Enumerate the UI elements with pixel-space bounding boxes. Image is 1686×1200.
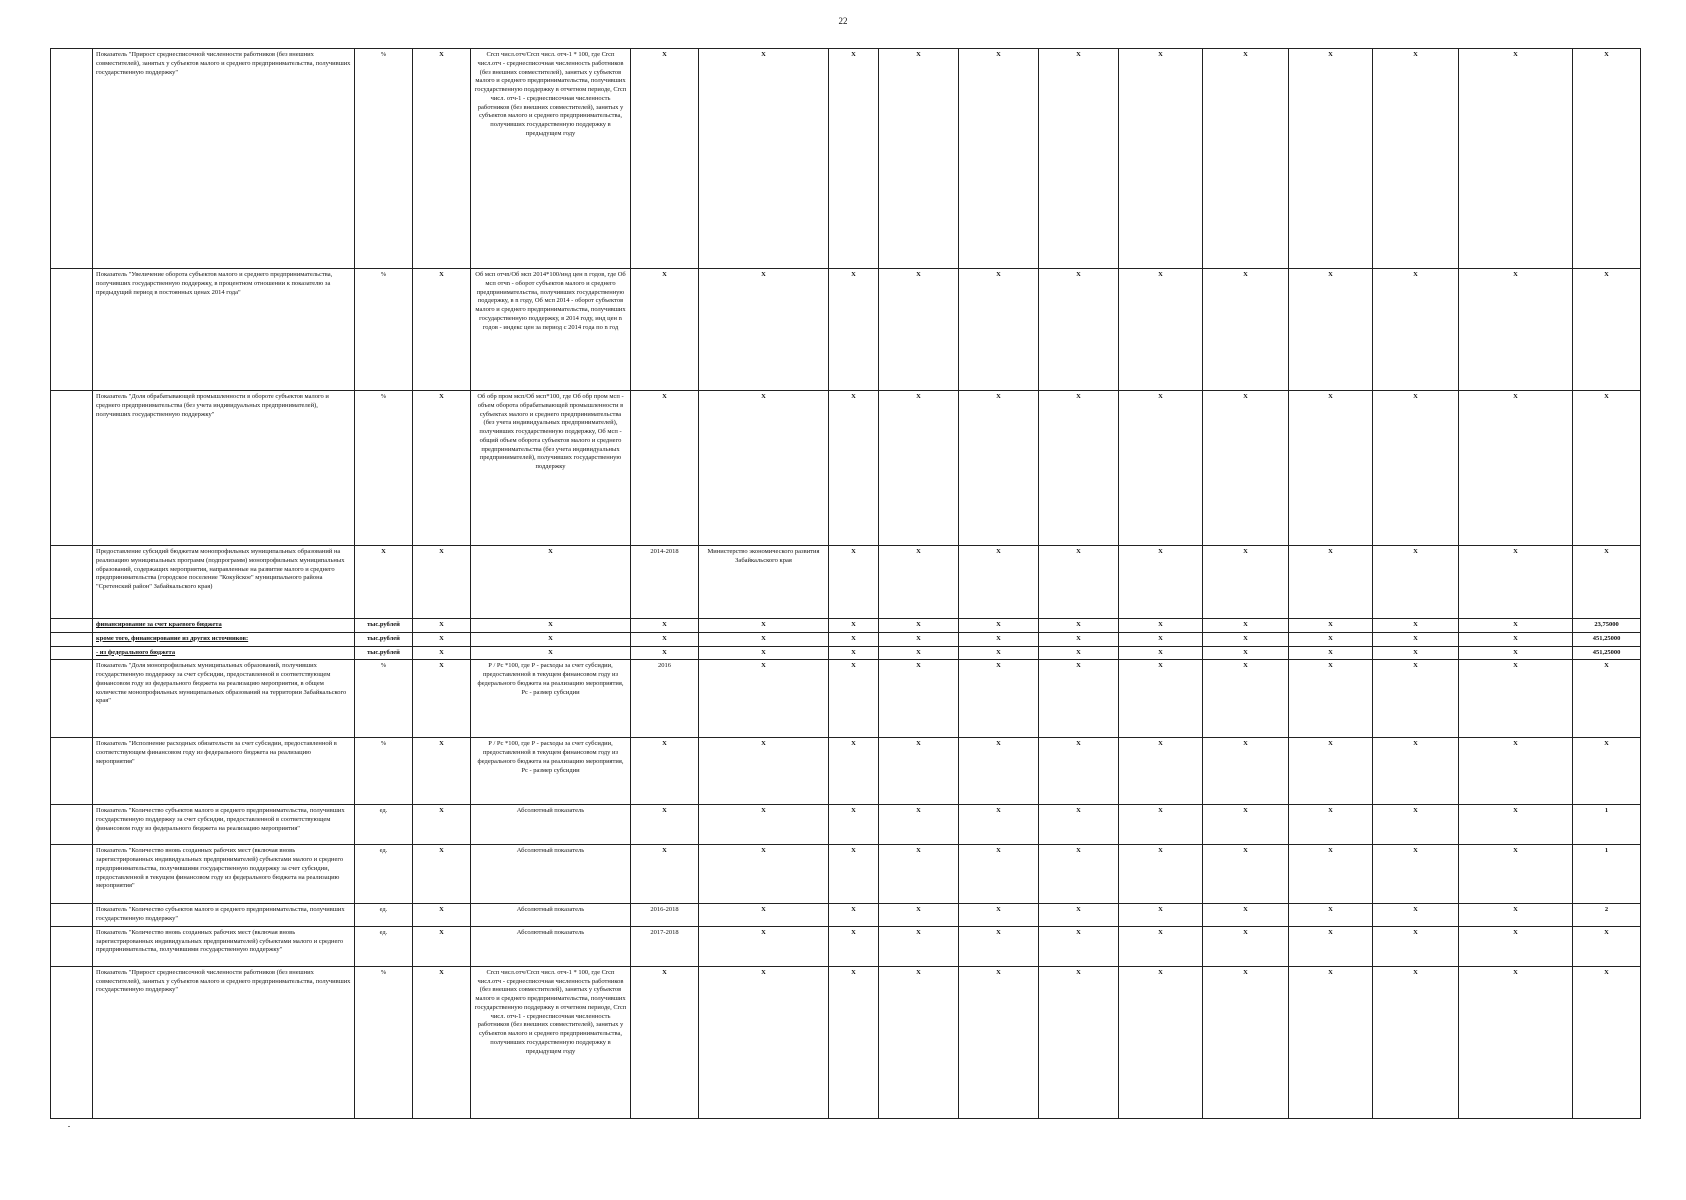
table-cell: X [1459, 632, 1573, 646]
table-cell: X [1573, 49, 1641, 269]
row-description-cell: Показатель "Прирост среднесписочной численности работников (без внешних совместителей), занятых у субъектов малого и среднего предпринимательства, получивших государственную поддержку" [93, 49, 355, 269]
table-cell: X [829, 660, 879, 738]
table-cell: Сrсп числ.отч/Сrсп числ. отч-1 * 100, где Сrсп числ.отч - среднесписочная численность работников (без внешних совместителей), занятых у субъектов малого и среднего предпринимательства, получивших государственную поддержку в отчетном периоде, Сrсп числ. отч-1 - среднесписочная численность работников (без внешних совместителей), занятых у субъектов малого и среднего предпринимательства, получивших государственную поддержку в предыдущем году [471, 966, 631, 1118]
table-row [51, 546, 1641, 619]
table-cell: X [1373, 49, 1459, 269]
table-cell: X [413, 845, 471, 904]
table-cell: X [1373, 805, 1459, 845]
table-cell: X [631, 845, 699, 904]
table-cell: X [879, 966, 959, 1118]
table-cell: X [829, 845, 879, 904]
table-cell: X [959, 926, 1039, 966]
table-cell: X [413, 904, 471, 927]
table-cell: X [413, 546, 471, 619]
table-cell: X [829, 805, 879, 845]
table-cell: X [1373, 619, 1459, 633]
table-cell: X [829, 49, 879, 269]
table-cell: ед. [355, 926, 413, 966]
table-row [51, 49, 1641, 269]
table-cell: X [1289, 646, 1373, 660]
table-cell: X [879, 49, 959, 269]
table-cell: X [1119, 904, 1203, 927]
table-cell: X [879, 646, 959, 660]
table-cell: X [1459, 904, 1573, 927]
table-cell: X [1119, 49, 1203, 269]
table-cell: X [1039, 619, 1119, 633]
table-cell: 2 [1573, 904, 1641, 927]
table-cell: X [1289, 619, 1373, 633]
table-cell: X [699, 391, 829, 546]
table-cell: X [1119, 845, 1203, 904]
table-cell: % [355, 49, 413, 269]
table-cell: X [1373, 926, 1459, 966]
table-cell: X [1289, 546, 1373, 619]
table-cell: X [631, 738, 699, 805]
table-cell: X [631, 391, 699, 546]
table-cell: X [959, 619, 1039, 633]
table-cell: X [959, 904, 1039, 927]
row-description-cell: Показатель "Исполнение расходных обязательств за счет субсидии, предоставленной в соответствующем финансовом году из федерального бюджета на реализацию мероприятия" [93, 738, 355, 805]
table-cell [51, 391, 93, 546]
table-row [51, 632, 1641, 646]
table-cell: Об мсп отчn/Об мсп 2014*100/инд цен n годов, где Об мсп отчn - оборот субъектов малого и среднего предпринимательства, получивших государственную поддержку, в n году, Об мсп 2014 - оборот субъектов малого и среднего предпринимательства, получивших государственную поддержку, в 2014 году, инд цен n годов - индекс цен за период с 2014 года по n год [471, 269, 631, 391]
table-cell [51, 49, 93, 269]
table-cell: X [1459, 269, 1573, 391]
table-cell: X [1119, 926, 1203, 966]
table-cell: X [699, 904, 829, 927]
table-cell: X [1573, 926, 1641, 966]
table-cell: X [699, 805, 829, 845]
table-cell: X [1119, 632, 1203, 646]
table-cell: X [1039, 546, 1119, 619]
row-description-cell: Показатель "Количество вновь созданных рабочих мест (включая вновь зарегистрированных индивидуальных предпринимателей) субъектами малого и среднего предпринимательства, получившими государственную поддержку" [93, 926, 355, 966]
table-cell: X [699, 660, 829, 738]
table-cell: X [1459, 546, 1573, 619]
table-cell: X [1039, 738, 1119, 805]
table-cell: тыс.рублей [355, 619, 413, 633]
table-cell: Р / Рс *100, где Р - расходы за счет субсидии, предоставленной в текущем финансовом году из федерального бюджета на реализацию мероприятия, Рс - размер субсидии [471, 660, 631, 738]
table-cell: X [1373, 904, 1459, 927]
table-row [51, 966, 1641, 1118]
table-cell: X [1203, 619, 1289, 633]
table-cell: Р / Рс *100, где Р - расходы за счет субсидии, предоставленной в текущем финансовом году из федерального бюджета на реализацию мероприятия, Рс - размер субсидии [471, 738, 631, 805]
table-cell: X [471, 646, 631, 660]
table-cell: X [413, 926, 471, 966]
row-description-cell: Показатель "Увеличение оборота субъектов малого и среднего предпринимательства, получивших государственную поддержку, в процентном отношении к показателю за предыдущий период в постоянных ценах 2014 года" [93, 269, 355, 391]
table-cell: Абсолютный показатель [471, 926, 631, 966]
table-cell: 2016-2018 [631, 904, 699, 927]
table-cell: X [1289, 966, 1373, 1118]
table-cell: X [699, 646, 829, 660]
table-row [51, 646, 1641, 660]
table-cell: тыс.рублей [355, 632, 413, 646]
table-cell: 2014-2018 [631, 546, 699, 619]
table-cell: 23,75000 [1573, 619, 1641, 633]
table-cell: 2017-2018 [631, 926, 699, 966]
table-cell: X [699, 632, 829, 646]
table-cell: X [1039, 660, 1119, 738]
table-cell: X [1289, 269, 1373, 391]
table-cell [51, 904, 93, 927]
row-description-cell: Показатель "Количество субъектов малого и среднего предпринимательства, получивших государственную поддержку за счет субсидии, предоставленной в соответствующем финансовом году из федерального бюджета на реализацию мероприятия" [93, 805, 355, 845]
table-row [51, 805, 1641, 845]
table-cell: X [959, 845, 1039, 904]
table-cell: X [1289, 926, 1373, 966]
table-cell: X [1039, 805, 1119, 845]
table-cell: Абсолютный показатель [471, 845, 631, 904]
table-cell: X [959, 49, 1039, 269]
table-cell: % [355, 660, 413, 738]
table-cell: X [413, 805, 471, 845]
table-cell: X [1119, 805, 1203, 845]
table-cell: X [1573, 269, 1641, 391]
table-cell: X [829, 546, 879, 619]
table-cell: X [1203, 269, 1289, 391]
table-row [51, 738, 1641, 805]
row-description-cell: Показатель "Прирост среднесписочной численности работников (без внешних совместителей), занятых у субъектов малого и среднего предпринимательства, получивших государственную поддержку" [93, 966, 355, 1118]
row-description-cell: Показатель "Количество субъектов малого и среднего предпринимательства, получивших государственную поддержку" [93, 904, 355, 927]
table-row [51, 619, 1641, 633]
table-cell: X [1289, 632, 1373, 646]
table-cell: X [1373, 966, 1459, 1118]
table-cell: X [959, 805, 1039, 845]
table-cell: X [829, 269, 879, 391]
table-cell: X [1203, 646, 1289, 660]
table-cell: X [699, 845, 829, 904]
table-cell: X [699, 269, 829, 391]
table-cell: X [1373, 660, 1459, 738]
table-cell: X [1373, 632, 1459, 646]
table-cell: X [829, 391, 879, 546]
program-table [50, 48, 1641, 1119]
table-cell: X [879, 805, 959, 845]
table-cell: X [879, 546, 959, 619]
table-cell: X [1039, 926, 1119, 966]
table-cell: X [631, 49, 699, 269]
table-cell: X [829, 632, 879, 646]
table-cell: X [699, 738, 829, 805]
table-cell: X [1039, 49, 1119, 269]
table-cell: X [1039, 269, 1119, 391]
table-cell: X [879, 926, 959, 966]
table-cell: X [1459, 49, 1573, 269]
table-cell: X [1373, 738, 1459, 805]
table-cell: X [1039, 391, 1119, 546]
table-cell: X [413, 738, 471, 805]
table-cell: X [413, 660, 471, 738]
table-cell: X [879, 845, 959, 904]
table-cell [51, 738, 93, 805]
table-row [51, 926, 1641, 966]
table-cell [51, 546, 93, 619]
table-cell: ед. [355, 805, 413, 845]
table-cell: X [1203, 546, 1289, 619]
table-cell: X [1289, 660, 1373, 738]
table-cell: X [879, 660, 959, 738]
table-cell: X [699, 966, 829, 1118]
table-cell: X [699, 926, 829, 966]
table-cell: 451,25000 [1573, 646, 1641, 660]
table-row [51, 269, 1641, 391]
table-cell: Абсолютный показатель [471, 904, 631, 927]
table-cell: X [879, 269, 959, 391]
table-cell: X [959, 646, 1039, 660]
table-cell: X [471, 619, 631, 633]
table-cell: X [1203, 49, 1289, 269]
table-cell: X [1119, 619, 1203, 633]
table-cell: X [1039, 632, 1119, 646]
table-cell: X [413, 619, 471, 633]
table-row [51, 660, 1641, 738]
table-cell: X [1119, 269, 1203, 391]
table-cell [51, 926, 93, 966]
table-cell: X [1373, 646, 1459, 660]
table-cell: X [959, 966, 1039, 1118]
table-cell: X [631, 646, 699, 660]
table-cell: X [413, 391, 471, 546]
table-cell: X [413, 646, 471, 660]
table-cell: 2016 [631, 660, 699, 738]
table-cell: X [1039, 646, 1119, 660]
table-cell: X [959, 632, 1039, 646]
table-cell: Об обр пром мсп/Об мсп*100, где Об обр пром мсп - объем оборота обрабатывающей промышленности в субъектах малого и среднего предпринимательства (без учета индивидуальных предпринимателей), получивших государственную поддержку, Об мсп - общий объем оборота субъектов малого и среднего предпринимательства (без учета индивидуальных предпринимателей), получивших государственную поддержку [471, 391, 631, 546]
table-cell: X [829, 904, 879, 927]
table-cell [51, 269, 93, 391]
table-cell: X [959, 269, 1039, 391]
table-cell: ед. [355, 904, 413, 927]
scan-mark [68, 1126, 70, 1127]
table-cell: X [699, 619, 829, 633]
table-cell: X [1119, 966, 1203, 1118]
table-cell: X [1573, 966, 1641, 1118]
table-cell: X [1119, 738, 1203, 805]
table-cell: X [829, 646, 879, 660]
table-cell: X [1203, 904, 1289, 927]
table-cell: X [1459, 966, 1573, 1118]
table-cell: ед. [355, 845, 413, 904]
table-cell: X [1119, 660, 1203, 738]
table-cell [51, 632, 93, 646]
table-cell: X [413, 632, 471, 646]
table-body [51, 49, 1641, 1119]
table-cell [51, 966, 93, 1118]
table-cell: X [1373, 546, 1459, 619]
table-cell: X [959, 660, 1039, 738]
table-cell: X [879, 738, 959, 805]
table-cell: X [1119, 391, 1203, 546]
table-row [51, 845, 1641, 904]
table-cell: X [1039, 845, 1119, 904]
table-cell: X [1203, 660, 1289, 738]
table-cell: X [1373, 845, 1459, 904]
table-cell: X [1459, 646, 1573, 660]
row-description-cell: Предоставление субсидий бюджетам монопрофильных муниципальных образований на реализацию муниципальных программ (подпрограмм) монопрофильных муниципальных образований, содержащих мероприятия, направленные на развитие малого и среднего предпринимательства (городское поселение "Кокуйское" муниципального района "Сретенский район" Забайкальского края) [93, 546, 355, 619]
table-cell: % [355, 966, 413, 1118]
table-cell [51, 660, 93, 738]
table-cell: X [1289, 845, 1373, 904]
table-cell: 1 [1573, 845, 1641, 904]
table-cell: X [829, 738, 879, 805]
table-cell: X [413, 966, 471, 1118]
table-cell: Министерство экономического развития Забайкальского края [699, 546, 829, 619]
table-cell: X [413, 49, 471, 269]
table-cell: X [1203, 632, 1289, 646]
table-cell: X [1203, 738, 1289, 805]
table-row [51, 904, 1641, 927]
table-cell: X [1289, 904, 1373, 927]
table-cell: X [1373, 391, 1459, 546]
table-cell: X [1459, 805, 1573, 845]
row-description-cell: - из федерального бюджета [93, 646, 355, 660]
table-cell: X [631, 619, 699, 633]
table-cell: X [1203, 845, 1289, 904]
table-cell: X [829, 966, 879, 1118]
table-cell: X [1459, 845, 1573, 904]
row-description-cell: кроме того, финансирование из других источников: [93, 632, 355, 646]
table-cell: X [959, 738, 1039, 805]
table-cell: X [1039, 966, 1119, 1118]
table-cell: X [1203, 391, 1289, 546]
table-cell: X [1289, 738, 1373, 805]
table-cell: X [1459, 619, 1573, 633]
table-cell: X [1119, 546, 1203, 619]
table-cell: X [1039, 904, 1119, 927]
table-cell: X [1573, 391, 1641, 546]
table-cell: X [631, 966, 699, 1118]
table-cell: % [355, 738, 413, 805]
table-cell: 1 [1573, 805, 1641, 845]
table-cell [51, 845, 93, 904]
table-cell: X [829, 926, 879, 966]
table-cell: X [1373, 269, 1459, 391]
table-cell [51, 619, 93, 633]
table-cell: X [699, 49, 829, 269]
table-cell: X [471, 546, 631, 619]
table-cell: X [355, 546, 413, 619]
table-cell [51, 805, 93, 845]
table-cell: X [879, 391, 959, 546]
table-cell: X [1203, 966, 1289, 1118]
table-cell: X [959, 546, 1039, 619]
page-number: 22 [838, 16, 848, 26]
table-cell: X [631, 805, 699, 845]
table-cell: X [1573, 660, 1641, 738]
table-cell: X [1573, 546, 1641, 619]
table-cell: X [471, 632, 631, 646]
row-description-cell: финансирование за счет краевого бюджета [93, 619, 355, 633]
table-cell: X [1459, 660, 1573, 738]
table-cell: X [829, 619, 879, 633]
table-cell: X [1459, 391, 1573, 546]
table-cell: % [355, 391, 413, 546]
table-cell: X [959, 391, 1039, 546]
table-cell: X [1203, 926, 1289, 966]
table-cell: X [1459, 926, 1573, 966]
table-cell: X [631, 269, 699, 391]
table-cell: % [355, 269, 413, 391]
row-description-cell: Показатель "Доля монопрофильных муниципальных образований, получивших государственную поддержку за счет субсидии, предоставленной в соответствующем финансовом году из федерального бюджета на реализацию мероприятия, в общем количестве монопрофильных муниципальных образований на территории Забайкальского края" [93, 660, 355, 738]
table-cell: X [879, 632, 959, 646]
table-cell: X [1203, 805, 1289, 845]
table-cell [51, 646, 93, 660]
table-cell: тыс.рублей [355, 646, 413, 660]
table-cell: X [413, 269, 471, 391]
table-cell: X [1119, 646, 1203, 660]
row-description-cell: Показатель "Количество вновь созданных рабочих мест (включая вновь зарегистрированных индивидуальных предпринимателей) субъектами малого и среднего предпринимательства, получившими государственную поддержку за счет субсидии, предоставленной в текущем финансовом году из федерального бюджета на реализацию мероприятия" [93, 845, 355, 904]
table-cell: Абсолютный показатель [471, 805, 631, 845]
table-cell: X [879, 904, 959, 927]
table-cell: X [1289, 49, 1373, 269]
table-row [51, 391, 1641, 546]
table-cell: X [1573, 738, 1641, 805]
row-description-cell: Показатель "Доля обрабатывающей промышленности в обороте субъектов малого и среднего предпринимательства (без учета индивидуальных предпринимателей), получивших государственную поддержку" [93, 391, 355, 546]
table-cell: X [1289, 805, 1373, 845]
table-cell: X [631, 632, 699, 646]
table-cell: X [1289, 391, 1373, 546]
table-cell: 451,25000 [1573, 632, 1641, 646]
table-cell: Сrсп числ.отч/Сrсп числ. отч-1 * 100, где Сrсп числ.отч - среднесписочная численность работников (без внешних совместителей), занятых у субъектов малого и среднего предпринимательства, получивших государственную поддержку в отчетном периоде, Сrсп числ. отч-1 - среднесписочная численность работников (без внешних совместителей), занятых у субъектов малого и среднего предпринимательства, получивших государственную поддержку в предыдущем году [471, 49, 631, 269]
table-cell: X [879, 619, 959, 633]
table-cell: X [1459, 738, 1573, 805]
